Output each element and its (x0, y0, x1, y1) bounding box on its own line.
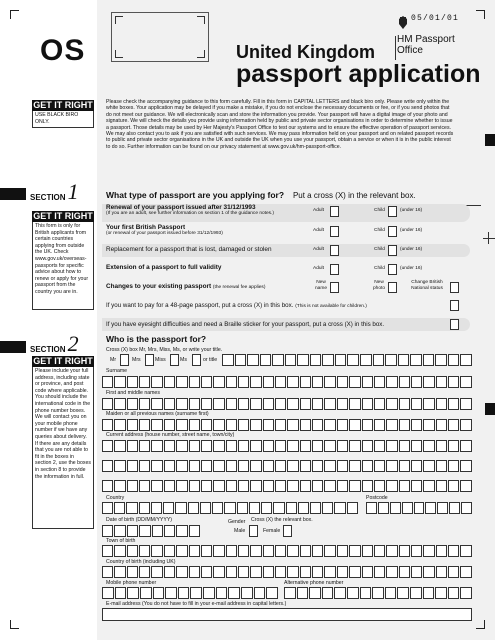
braille-checkbox[interactable] (450, 319, 459, 330)
under16-label: (under 16) (400, 228, 423, 233)
alt-phone-label: Alternative phone number (284, 580, 344, 586)
extension-adult-checkbox[interactable] (330, 264, 339, 275)
maiden-names-input[interactable] (102, 419, 472, 431)
scan-marker (0, 188, 26, 200)
alt-phone-input[interactable] (284, 587, 472, 599)
photo-area (111, 12, 209, 62)
country-label: Country (106, 495, 125, 501)
crop-mark (476, 10, 485, 19)
get-it-right-heading: GET IT RIGHT (33, 211, 93, 221)
option-label: Your first British Passport (106, 224, 186, 231)
country-of-birth-input[interactable] (102, 566, 472, 578)
adult-label: Adult (313, 247, 324, 252)
adult-label: Adult (313, 228, 324, 233)
option-sub: (the renewal fee applies) (212, 285, 266, 290)
male-checkbox[interactable] (249, 525, 258, 537)
address-line-1[interactable] (102, 440, 472, 452)
child-label: Child (374, 247, 385, 252)
option-sub: (or renewal of your passport issued before 31/12/1993) (106, 231, 223, 236)
first-label (106, 224, 223, 236)
page48-text: If you want to pay for a 48-page passport, put a cross (X) in this box. (106, 302, 294, 309)
sidebar (0, 0, 97, 640)
page-title: United Kingdom (236, 42, 375, 62)
royal-crest-icon (397, 15, 409, 30)
gender-label: Gender (228, 519, 246, 525)
section-1-header (106, 185, 481, 206)
first-adult-checkbox[interactable] (330, 226, 339, 237)
replacement-label: Replacement for a passport that is lost, damaged or stolen (106, 246, 272, 253)
get-it-right-text: Please include your full address, including state or province, and post code where applicable. You should include the international code in the phone number boxes. We will contact you on your mobile phone number if we have any queries about delivery. If there are any details that you are not able to fit in the boxes in section 2, use the boxes in section 8 to provide the information in full. (32, 367, 94, 529)
title-other-input[interactable] (222, 354, 472, 366)
new-name-label: New name (315, 280, 327, 291)
scan-marker (0, 341, 26, 353)
new-photo-label: New photo (372, 280, 385, 291)
under16-label: (under 16) (400, 266, 423, 271)
get-it-right-heading: GET IT RIGHT (33, 356, 93, 366)
surname-label: Surname (106, 368, 128, 374)
title-mrs-label: Mrs (132, 357, 141, 363)
surname-input[interactable] (102, 376, 472, 388)
page48-sub: (This is not available for children.) (295, 304, 367, 309)
male-label: Male (234, 528, 246, 534)
changes-label (106, 283, 265, 290)
title-mr-label: Mr (110, 357, 117, 363)
org-name: Office (397, 45, 423, 56)
postcode-label: Postcode (366, 495, 388, 501)
first-names-label: First and middle names (106, 390, 160, 396)
town-of-birth-label: Town of birth (106, 538, 136, 544)
extension-label: Extension of a passport to full validity (106, 264, 222, 271)
braille-label: If you have eyesight difficulties and need a Braille sticker for your passport, put a cross (X) in this box. (106, 321, 385, 328)
form-code: OS (40, 34, 86, 67)
maiden-names-label: Maiden or all previous names (surname first) (106, 411, 209, 417)
section-number: 2 (67, 331, 79, 356)
option-label: Renewal of your passport issued after 31/12/1993 (106, 204, 256, 211)
female-checkbox[interactable] (283, 525, 292, 537)
child-label: Child (374, 266, 385, 271)
replacement-adult-checkbox[interactable] (330, 245, 339, 256)
address-line-3[interactable] (102, 480, 472, 492)
title-ms-label: Ms (180, 357, 187, 363)
new-photo-checkbox[interactable] (388, 282, 397, 293)
gender-hint: Cross (X) the relevant box. (251, 517, 313, 523)
under16-label: (under 16) (400, 208, 423, 213)
mobile-input[interactable] (102, 587, 278, 599)
intro-text: Please check the accompanying guidance to this form carefully. Fill in this form in CAPITAL LETTERS and black biro only. Please write only within the white boxes. Your application may be delayed if you make a mistake, if you do not enclose the necessary documents or fee, or if you send photos that do not meet our guidance. We will electronically scan and store the information you provide. Your passport will have a digital image of your photo and signature. We will check the details you provide using information held by public and private sector organisations in order to determine whether to issue a passport. Those details may be used by Her Majesty's Passport Office to test our systems and to ensure the effective operation of passport services. We may also contact you to ask if you are satisfied with such services. We may pass information held on your passport and on related passport records to public and private sector organisations in the UK and outside the UK when you use your passport, obtain a service or when it is in the public interest to do so. Further information can be found on our privacy statement at www.gov.uk/hm-passport-office. (106, 99, 454, 150)
question: What type of passport are you applying for? (106, 190, 285, 200)
section-1-label (30, 179, 79, 204)
first-child-checkbox[interactable] (388, 226, 397, 237)
title-miss-label: Miss (155, 357, 166, 363)
replacement-child-checkbox[interactable] (388, 245, 397, 256)
first-names-input[interactable] (102, 398, 472, 410)
hint: Put a cross (X) in the relevant box. (292, 191, 416, 200)
title-miss-checkbox[interactable] (170, 354, 179, 366)
adult-label: Adult (313, 208, 324, 213)
country-input[interactable] (102, 502, 358, 514)
address-label: Current address (house number, street name, town/city) (106, 432, 235, 438)
scan-marker (485, 134, 495, 146)
registration-mark (483, 238, 495, 239)
get-it-right-text: This form is only for British applicants from certain countries applying from outside the UK. Check www.gov.uk/overseas-passports for specific advice about how to renew or apply for your passport from the country you are in. (32, 222, 94, 310)
section-label: SECTION (30, 345, 66, 354)
section-number: 1 (67, 179, 79, 204)
title-ms-checkbox[interactable] (192, 354, 201, 366)
child-label: Child (374, 228, 385, 233)
crop-mark (10, 10, 19, 19)
registration-mark (488, 232, 489, 244)
crop-mark (10, 620, 19, 629)
page48-checkbox[interactable] (450, 300, 459, 311)
page-subtitle: passport application (236, 60, 481, 88)
option-label: Changes to your existing passport (106, 283, 212, 290)
get-it-right-text: USE BLACK BIRO ONLY. (32, 111, 94, 128)
section-2-question: Who is the passport for? (106, 334, 207, 344)
country-of-birth-label: Country of birth (including UK) (106, 559, 176, 565)
renewal-child-checkbox[interactable] (388, 206, 397, 217)
page48-label (106, 302, 367, 309)
address-line-2[interactable] (102, 460, 472, 472)
renewal-adult-checkbox[interactable] (330, 206, 339, 217)
town-of-birth-input[interactable] (102, 545, 472, 557)
renewal-label (106, 204, 274, 216)
title-hint: Cross (X) box Mr, Mrs, Miss, Ms, or write your title. (106, 347, 223, 353)
title-mr-checkbox[interactable] (120, 354, 129, 366)
under16-label: (under 16) (400, 247, 423, 252)
change-status-label: Change British National status (411, 280, 443, 291)
postcode-input[interactable] (366, 502, 472, 514)
new-name-checkbox[interactable] (330, 282, 339, 293)
mobile-label: Mobile phone number (106, 580, 157, 586)
child-label: Child (374, 208, 385, 213)
adult-label: Adult (313, 266, 324, 271)
hmpo-logo (397, 34, 455, 56)
option-sub: (If you are an adult, see further information on section 1 of the guidance notes.) (106, 211, 274, 216)
female-label: Female (263, 528, 281, 534)
get-it-right-heading: GET IT RIGHT (33, 100, 93, 110)
crop-mark (476, 620, 485, 629)
section-label: SECTION (30, 193, 66, 202)
title-mrs-checkbox[interactable] (145, 354, 154, 366)
title-other-label: or title (203, 357, 218, 363)
email-input[interactable] (102, 608, 472, 621)
extension-child-checkbox[interactable] (388, 264, 397, 275)
dob-input[interactable] (102, 525, 200, 537)
change-status-checkbox[interactable] (450, 282, 459, 293)
email-label: E-mail address (You do not have to fill in your e-mail address in capital letters.) (106, 601, 287, 607)
scan-marker (485, 403, 495, 415)
dob-label: Date of birth (DD/MM/YYYY) (106, 517, 173, 523)
org-name: HM Passport (397, 34, 455, 45)
section-2-label (30, 331, 79, 356)
form-reference: 05/01/01 (411, 14, 460, 23)
